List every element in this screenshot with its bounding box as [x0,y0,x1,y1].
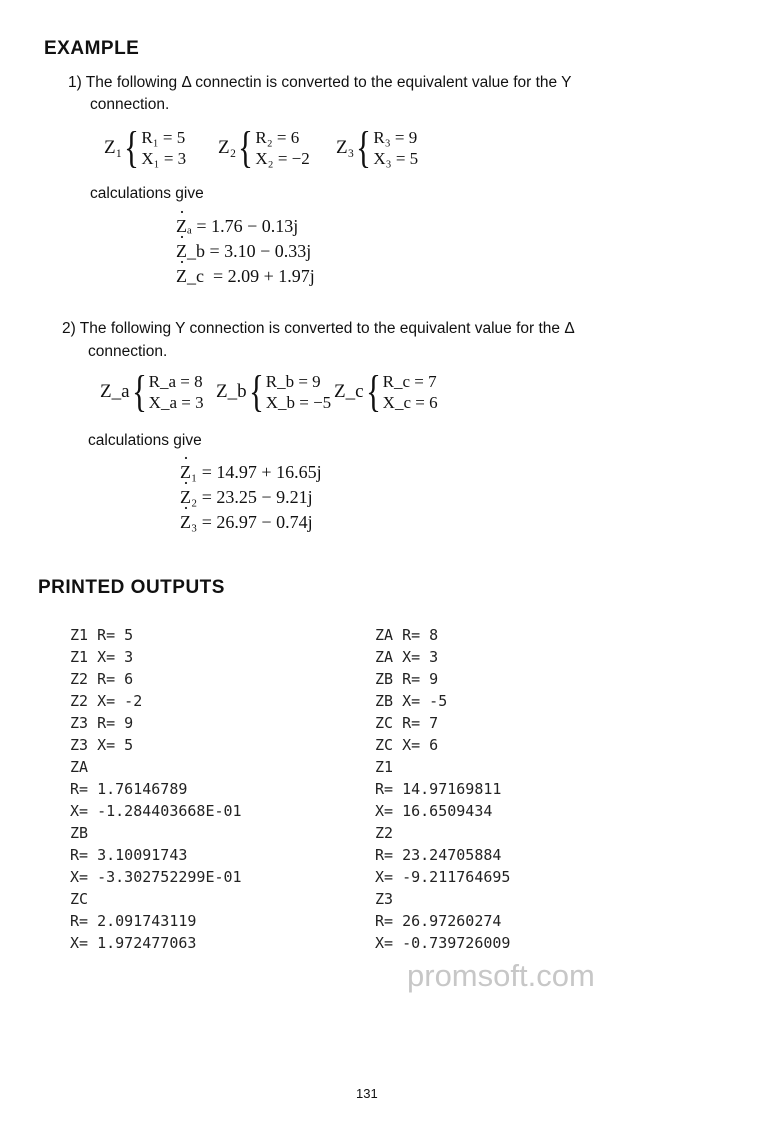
printout-line: Z1 R= 5 [70,626,134,644]
item1-line2: connection. [90,96,170,113]
item1-z1-r: R₁ = 5 [141,128,186,147]
printout-line: R= 26.97260274 [375,912,502,930]
item2-za-r: R_a = 8 [148,372,203,391]
watermark: promsoft.com [407,958,595,993]
printout-line: ZC [70,890,89,908]
item1-z2-x: X₂ = −2 [255,149,310,168]
brace-icon: { [365,367,381,416]
item2-zc-r: R_c = 7 [382,372,437,391]
printed-left-column [70,624,242,954]
item2-line1: 2) The following Y connection is converted to the equivalent value for the Δ [62,320,575,337]
brace-icon: { [238,123,254,172]
item1-z2-r: R₂ = 6 [255,128,300,147]
item2-result-z3-value: = 26.97 − 0.74j [197,512,313,532]
page-number: 131 [356,1086,378,1101]
printout-line: Z3 [375,890,394,908]
printout-line: Z3 X= 5 [70,736,134,754]
printout-line: X= -9.211764695 [375,868,511,886]
item1-results [176,214,315,289]
printout-line: X= -0.739726009 [375,934,511,952]
item2-zb-label: Z_b [216,381,247,402]
item1-z1-label: Z₁ [104,137,123,158]
item1-result-za-value: = 1.76 − 0.13j [191,216,299,236]
example-heading: EXAMPLE [44,38,140,59]
item2-za-label: Z_a [100,381,130,402]
item2-za-group [100,367,204,416]
item2-zb-r: R_b = 9 [265,372,321,391]
item2-line2: connection. [88,343,168,360]
item1-z2-label: Z₂ [218,137,237,158]
printout-line: X= -1.284403668E-01 [70,802,242,820]
printout-line: ZA [70,758,89,776]
item2-zb-group [216,367,332,416]
printout-line: ZA R= 8 [375,626,439,644]
item1-result-zc-label: · Z_c [176,264,204,289]
item1-result-zb-label: · Z_b [176,239,205,264]
item2-zc-x: X_c = 6 [382,393,438,412]
printout-line: R= 3.10091743 [70,846,188,864]
item1-z2-group [218,123,310,172]
item1-result-zc-value: = 2.09 + 1.97j [203,266,315,286]
printout-line: ZC R= 7 [375,714,439,732]
item2-result-z2-label: · Z₂ [180,485,197,510]
item1-z1-group [104,123,187,172]
item2-zc-group [334,367,438,416]
item2-result-z1-value: = 14.97 + 16.65j [197,462,322,482]
item2-result-z2-value: = 23.25 − 9.21j [197,487,313,507]
printout-line: Z1 X= 3 [70,648,134,666]
brace-icon: { [356,123,372,172]
printout-line: R= 14.97169811 [375,780,502,798]
printed-right-column [375,624,510,954]
printout-line: ZC X= 6 [375,736,439,754]
item1-z1-x: X₁ = 3 [141,149,187,168]
item1-z3-group [336,123,419,172]
item2-results [180,460,322,535]
item2-za-x: X_a = 3 [148,393,204,412]
item2-result-z3-label: · Z₃ [180,510,197,535]
item1-z3-x: X₃ = 5 [373,149,419,168]
printout-line: Z2 R= 6 [70,670,134,688]
printout-line: Z2 [375,824,394,842]
printout-line: Z2 X= -2 [70,692,143,710]
printout-line: X= 16.6509434 [375,802,493,820]
item1-z3-r: R₃ = 9 [373,128,418,147]
item1-result-za-label: · Zₐ [176,214,192,239]
item1-result-zb-value: = 3.10 − 0.33j [205,241,312,261]
printout-line: ZB X= -5 [375,692,448,710]
printout-line: Z3 R= 9 [70,714,134,732]
item1-line1: 1) The following Δ connectin is converted to the equivalent value for the Y [68,74,572,91]
printout-line: ZB [70,824,89,842]
printed-outputs-heading: PRINTED OUTPUTS [38,577,225,598]
printout-line: ZB R= 9 [375,670,439,688]
brace-icon: { [131,367,147,416]
printout-line: ZA X= 3 [375,648,439,666]
printout-line: Z1 [375,758,394,776]
brace-icon: { [248,367,264,416]
printout-line: R= 2.091743119 [70,912,197,930]
printout-line: R= 1.76146789 [70,780,188,798]
item1-calc-label: calculations give [90,185,204,202]
item2-result-z1-label: · Z₁ [180,460,197,485]
brace-icon: { [124,123,140,172]
printout-line: X= 1.972477063 [70,934,197,952]
item2-zc-label: Z_c [334,381,364,402]
printout-line: R= 23.24705884 [375,846,502,864]
printout-line: X= -3.302752299E-01 [70,868,242,886]
item2-calc-label: calculations give [88,432,202,449]
item1-z3-label: Z₃ [336,137,355,158]
item2-zb-x: X_b = −5 [265,393,332,412]
